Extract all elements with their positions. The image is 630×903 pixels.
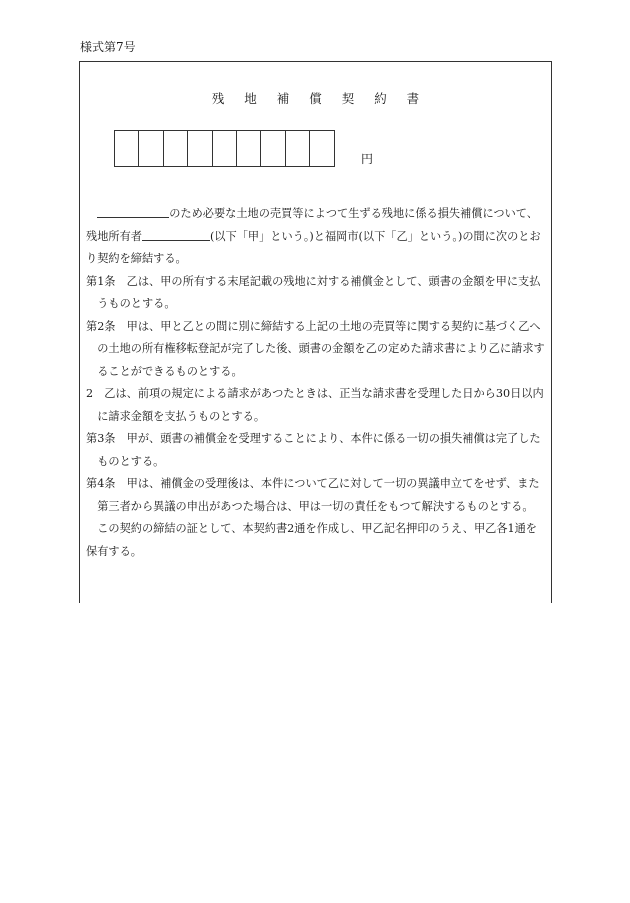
article-2-paragraph-2: 2 乙は、前項の規定による請求があつたときは、正当な請求書を受理した日から30日以内に請求金額を支払うものとする。 — [86, 387, 544, 423]
form-number: 様式第7号 — [80, 40, 136, 54]
contract-body — [86, 203, 548, 563]
currency-label: 円 — [361, 152, 374, 166]
preamble-part2: (以下「甲」という。)と福岡市(以下「乙」という。)の間に次のとおり契約を締結する。 — [86, 229, 541, 265]
article-2: 第2条 甲は、甲と乙との間に別に締結する上記の土地の売買等に関する契約に基づく乙への土地の所有権移転登記が完了した後、頭書の金額を乙の定めた請求書により乙に請求することができるものとする。 — [86, 319, 545, 378]
amount-digit-box[interactable] — [164, 130, 188, 167]
amount-digit-box[interactable] — [310, 130, 334, 167]
preamble — [86, 203, 548, 271]
amount-digit-box[interactable] — [261, 130, 285, 167]
article-3: 第3条 甲が、頭書の補償金を受理することにより、本件に係る一切の損失補償は完了したものとする。 — [86, 432, 541, 468]
amount-digit-box[interactable] — [115, 130, 139, 167]
amount-digit-box[interactable] — [237, 130, 261, 167]
amount-digit-box[interactable] — [188, 130, 212, 167]
preamble-part1: のため必要な土地の売買等によつて生ずる残地に係る損失補償について、残地所有者 — [86, 207, 538, 243]
amount-digit-box[interactable] — [139, 130, 163, 167]
project-name-blank[interactable] — [97, 205, 169, 218]
closing-clause: この契約の締結の証として、本契約書2通を作成し、甲乙記名押印のうえ、甲乙各1通を保有する。 — [86, 522, 537, 558]
article-1: 第1条 乙は、甲の所有する末尾記載の残地に対する補償金として、頭書の金額を甲に支払うものとする。 — [86, 274, 541, 310]
amount-digit-box[interactable] — [213, 130, 237, 167]
amount-digit-box[interactable] — [286, 130, 310, 167]
document-title: 残 地 補 償 契 約 書 — [211, 91, 428, 106]
article-4: 第4条 甲は、補償金の受理後は、本件について乙に対して一切の異議申立てをせず、また第三者から異議の申出があつた場合は、甲は一切の責任をもつて解決するものとする。 — [86, 477, 540, 513]
contract-frame — [79, 61, 552, 603]
amount-boxes[interactable] — [114, 130, 335, 167]
owner-name-blank[interactable] — [142, 228, 210, 241]
